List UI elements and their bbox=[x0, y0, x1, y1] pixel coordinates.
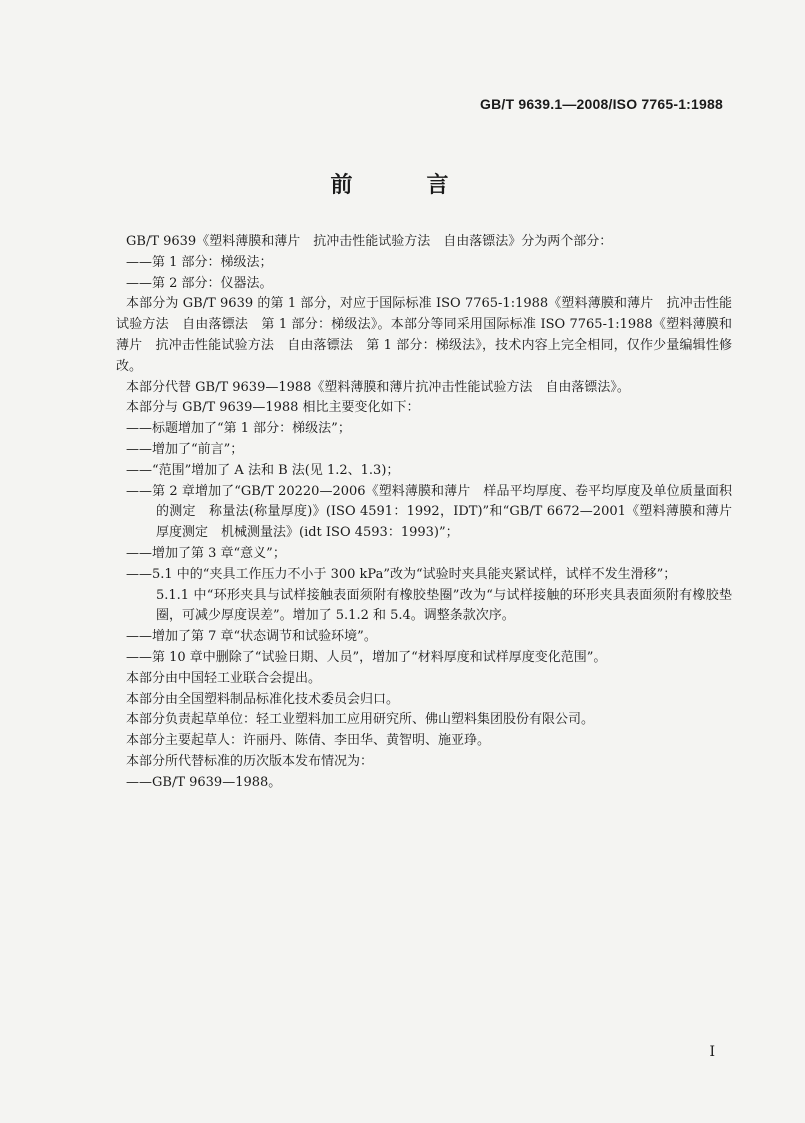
list-item: ——第 10 章中删除了“试验日期、人员”，增加了“材料厚度和试样厚度变化范围”。 bbox=[126, 649, 607, 665]
paragraph: GB/T 9639《塑料薄膜和薄片 抗冲击性能试验方法 自由落镖法》分为两个部分： bbox=[126, 234, 613, 249]
paragraph: 本部分由中国轻工业联合会提出。 bbox=[126, 670, 322, 686]
page-title: 前 言 bbox=[330, 173, 475, 198]
list-item: ——第 2 部分：仪器法。 bbox=[126, 275, 273, 291]
paragraph: 本部分所代替标准的历次版本发布情况为： bbox=[126, 753, 374, 769]
list-item: ——增加了第 3 章“意义”； bbox=[126, 545, 286, 561]
list-item: ——5.1 中的“夹具工作压力不小于 300 kPa”改为“试验时夹具能夹紧试样，试样不发生滑移”； bbox=[126, 566, 677, 582]
list-item: ——GB/T 9639—1988。 bbox=[126, 774, 282, 790]
standard-number: GB/T 9639.1—2008/ISO 7765-1:1988 bbox=[480, 96, 723, 112]
list-item: ——增加了第 7 章“状态调节和试验环境”。 bbox=[126, 629, 377, 645]
list-item: ——“范围”增加了 A 法和 B 法(见 1.2、1.3)； bbox=[126, 462, 400, 478]
paragraph: 本部分主要起草人：许丽丹、陈倩、李田华、黄智明、施亚琤。 bbox=[126, 733, 491, 749]
paragraph: 本部分负责起草单位：轻工业塑料加工应用研究所、佛山塑料集团股份有限公司。 bbox=[126, 712, 595, 728]
list-item: ——第 2 章增加了“GB/T 20220—2006《塑料薄膜和薄片 样品平均厚度、卷平均厚度及单位质量面积的测定 称量法(称量厚度)》(ISO 4591：1992，IDT)”和“GB/T 6672—2001《塑料薄膜和薄片 厚度测定 机械测量法》(idt ISO 4593：1993)”； bbox=[126, 483, 746, 541]
page-number: I bbox=[709, 1044, 715, 1060]
document-body bbox=[116, 232, 746, 794]
paragraph: 本部分由全国塑料制品标准化技术委员会归口。 bbox=[126, 691, 400, 707]
list-item: ——第 1 部分：梯级法； bbox=[126, 254, 273, 270]
paragraph: 本部分代替 GB/T 9639—1988《塑料薄膜和薄片抗冲击性能试验方法 自由落镖法》。 bbox=[126, 379, 630, 395]
list-item: ——增加了“前言”； bbox=[126, 441, 244, 457]
list-item-continuation: 5.1.1 中“环形夹具与试样接触表面须附有橡胶垫圈”改为“与试样接触的环形夹具表面须附有橡胶垫圈，可减少厚度误差”。增加了 5.1.2 和 5.4。调整条款次序。 bbox=[156, 587, 732, 624]
list-item: ——标题增加了“第 1 部分：梯级法”； bbox=[126, 421, 351, 437]
paragraph: 本部分为 GB/T 9639 的第 1 部分，对应于国际标准 ISO 7765-1:1988《塑料薄膜和薄片 抗冲击性能试验方法 自由落镖法 第 1 部分：梯级法》。本部分等同采用国际标准 ISO 7765-1:1988《塑料薄膜和薄片 抗冲击性能试验方法 自由落镖法 第 1 部分：梯级法》，技术内容上完全相同，仅作少量编辑性修改。 bbox=[116, 296, 732, 374]
paragraph: 本部分与 GB/T 9639—1988 相比主要变化如下： bbox=[126, 400, 420, 416]
